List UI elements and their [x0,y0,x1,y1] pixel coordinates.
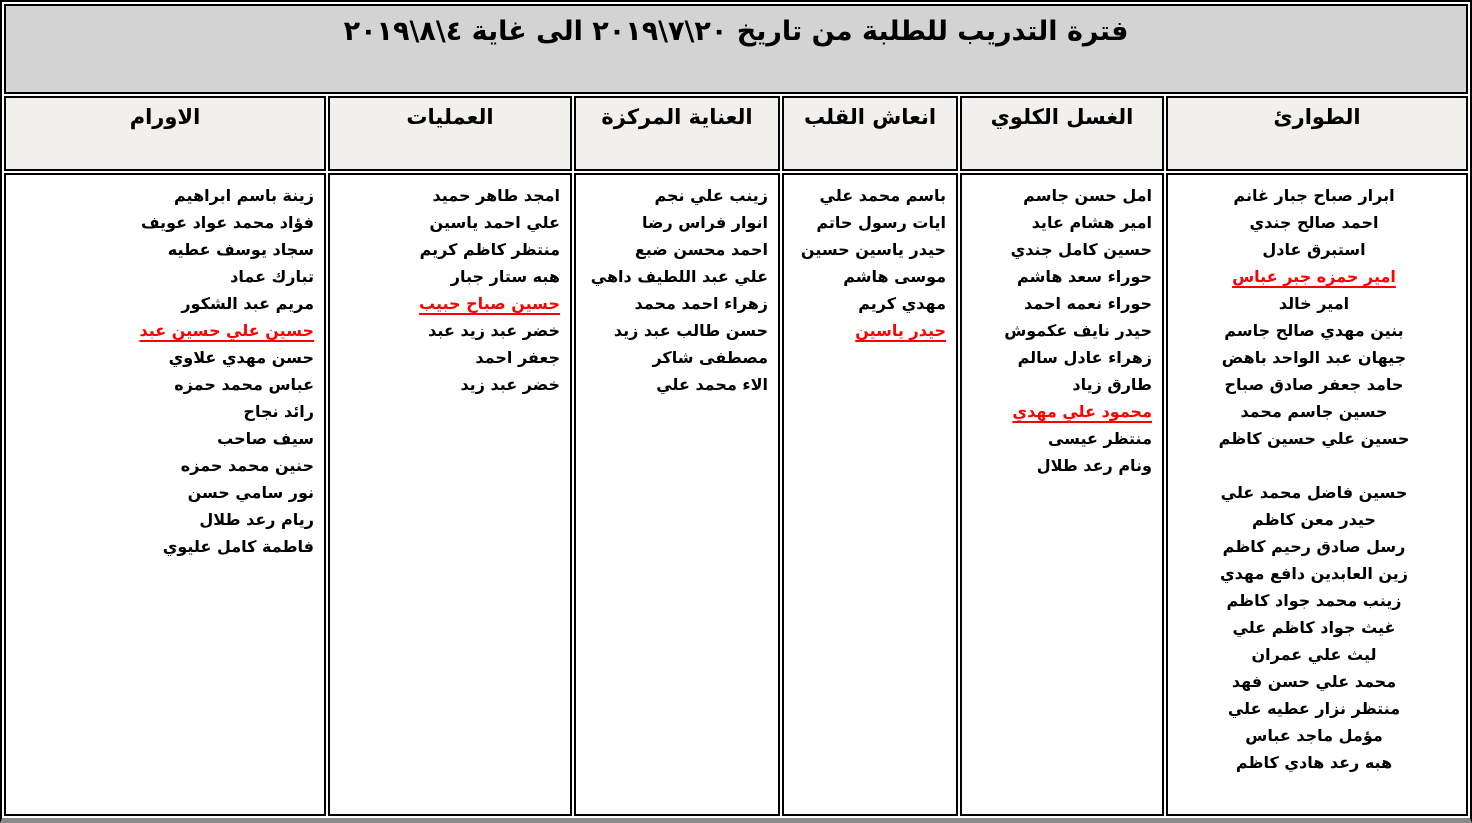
student-name: منتظر عيسى [1047,429,1152,448]
student-name: بنين مهدي صالح جاسم [1224,321,1404,340]
student-name: باسم محمد علي [819,186,946,205]
student-name: مصطفى شاكر [652,348,768,367]
column-roster-operations [328,173,572,816]
student-name: زين العابدين دافع مهدي [1220,564,1408,583]
student-name: حيدر نايف عكموش [1004,321,1152,340]
student-name: منتظر كاظم كريم [419,240,560,259]
student-name: امجد طاهر حميد [432,186,560,205]
student-name-highlighted: امير حمزه جبر عباس [1232,267,1396,286]
student-name: تبارك عماد [230,267,314,286]
student-name: حنين محمد حمزه [180,456,314,475]
student-name: جيهان عبد الواحد باهض [1221,348,1407,367]
student-name: محمد علي حسن فهد [1231,672,1397,691]
column-roster-emergency [1166,173,1468,816]
student-name: امير هشام عايد [1031,213,1152,232]
student-name: ونام رعد طلال [1036,456,1152,475]
student-name: موسى هاشم [843,267,946,286]
student-name: حسن طالب عبد زيد [613,321,768,340]
student-name: علي عبد اللطيف داهي [590,267,768,286]
student-name: زينب محمد جواد كاظم [1226,591,1402,610]
student-name: زينة باسم ابراهيم [174,186,314,205]
column-roster-oncology [4,173,326,816]
student-name: زهراء احمد محمد [634,294,768,313]
student-name-highlighted: حيدر ياسين [855,321,946,340]
student-name: ليث علي عمران [1251,645,1377,664]
student-name: حسين علي حسين كاظم [1218,429,1410,448]
student-name: علي احمد ياسين [429,213,560,232]
student-name: امير خالد [1278,294,1350,313]
student-name: مؤمل ماجد عباس [1245,726,1383,745]
schedule-grid [4,96,1468,816]
student-name: هبه ستار جبار [450,267,560,286]
student-name: مهدي كريم [858,294,946,313]
student-name: طارق زياد [1072,375,1152,394]
student-name: زينب علي نجم [654,186,768,205]
student-name: حسين فاضل محمد علي [1220,483,1408,502]
student-name: هبه رعد هادي كاظم [1235,753,1393,772]
student-name: سجاد يوسف عطيه [167,240,314,259]
column-header-intensive-care: العناية المركزة [574,96,780,171]
column-header-renal-dialysis: الغسل الكلوي [960,96,1164,171]
student-name-highlighted: محمود علي مهدي [1012,402,1152,421]
column-header-operations: العمليات [328,96,572,171]
student-name: رائد نجاح [243,402,314,421]
student-name: خضر عبد زيد عبد [428,321,560,340]
student-name: حامد جعفر صادق صباح [1224,375,1404,394]
column-roster-cardiac-resuscitation [782,173,958,816]
student-name: عباس محمد حمزه [174,375,314,394]
student-name: خضر عبد زيد [460,375,560,394]
student-name [1172,452,1456,479]
student-name-highlighted: حسين صباح حبيب [419,294,560,313]
student-name: سيف صاحب [217,429,314,448]
student-name: احمد محسن ضبع [634,240,768,259]
student-name: حيدر ياسين حسين [800,240,946,259]
student-name: رسل صادق رحيم كاظم [1222,537,1406,556]
student-name: ابرار صباح جبار غانم [1233,186,1395,205]
student-name: حسن مهدي علاوي [168,348,314,367]
student-name: حيدر معن كاظم [1252,510,1376,529]
column-roster-intensive-care [574,173,780,816]
student-name: حسين جاسم محمد [1240,402,1388,421]
student-name: احمد صالح جندي [1249,213,1379,232]
student-name: ايات رسول حاتم [816,213,946,232]
student-name: فؤاد محمد عواد عويف [141,213,314,232]
student-name: الاء محمد علي [656,375,768,394]
student-name-highlighted: حسين علي حسين عبد [139,321,314,340]
student-name: استبرق عادل [1262,240,1366,259]
student-name: فاطمة كامل عليوي [162,537,314,556]
student-name: امل حسن جاسم [1023,186,1152,205]
student-name: منتظر نزار عطيه علي [1227,699,1401,718]
student-name: زهراء عادل سالم [1017,348,1152,367]
student-name: حوراء سعد هاشم [1017,267,1152,286]
student-name: نور سامي حسن [187,483,314,502]
column-header-emergency: الطوارئ [1166,96,1468,171]
student-name: حسين كامل جندي [1010,240,1152,259]
column-header-cardiac-resuscitation: انعاش القلب [782,96,958,171]
page-title: فترة التدريب للطلبة من تاريخ ٢٠\٧\٢٠١٩ الى غاية ٤\٨\٢٠١٩ [4,4,1468,94]
student-name: غيث جواد كاظم علي [1232,618,1396,637]
student-name: حوراء نعمه احمد [1023,294,1152,313]
column-roster-renal-dialysis [960,173,1164,816]
student-name: مريم عبد الشكور [181,294,314,313]
student-name: جعفر احمد [475,348,560,367]
student-name: انوار فراس رضا [641,213,768,232]
student-name: ريام رعد طلال [199,510,314,529]
column-header-oncology: الاورام [4,96,326,171]
